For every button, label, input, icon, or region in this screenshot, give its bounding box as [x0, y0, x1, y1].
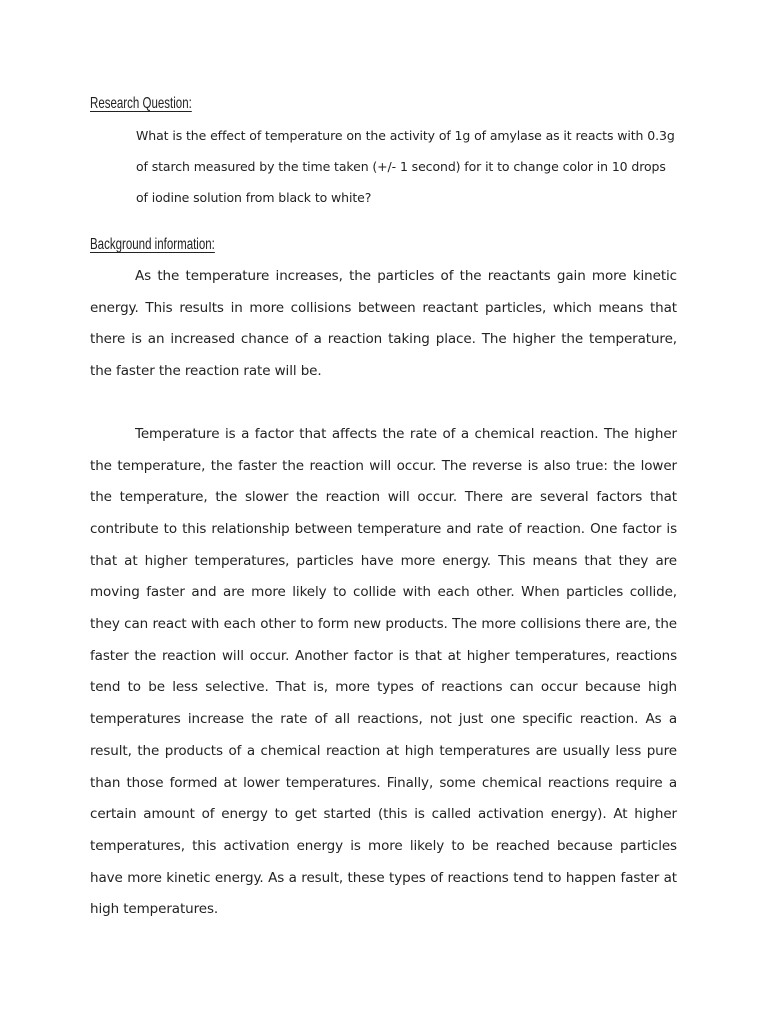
background-section	[90, 233, 677, 926]
research-question-section	[90, 92, 677, 213]
background-paragraph-2: Temperature is a factor that affects the rate of a chemical reaction. The higher the temperature, the faster the reaction will occur. The reverse is also true: the lower the temperature, the slower the reaction will occur. There are several factors that contribute to this relationship between temperature and rate of reaction. One factor is that at higher temperatures, particles have more energy. This means that they are moving faster and are more likely to collide with each other. When particles collide, they can react with each other to form new products. The more collisions there are, the faster the reaction will occur. Another factor is that at higher temperatures, reactions tend to be less selective. That is, more types of reactions can occur because high temperatures increase the rate of all reactions, not just one specific reaction. As a result, the products of a chemical reaction at high temperatures are usually less pure than those formed at lower temperatures. Finally, some chemical reactions require a certain amount of energy to get started (this is called activation energy). At higher temperatures, this activation energy is more likely to be reached because particles have more kinetic energy. As a result, these types of reactions tend to happen faster at high temperatures.	[90, 425, 677, 918]
research-question-text: What is the effect of temperature on the activity of 1g of amylase as it reacts with 0.3g of starch measured by the time taken (+/- 1 second) for it to change color in 10 drops of iodine solution from black to white?	[136, 128, 675, 205]
document-page	[90, 92, 677, 926]
research-question-heading: Research Question:	[90, 95, 192, 112]
background-paragraph-1: As the temperature increases, the particles of the reactants gain more kinetic energy. This results in more collisions between reactant particles, which means that there is an increased chance of a reaction taking place. The higher the temperature, the faster the reaction rate will be.	[90, 268, 677, 380]
background-heading: Background information:	[90, 236, 215, 253]
